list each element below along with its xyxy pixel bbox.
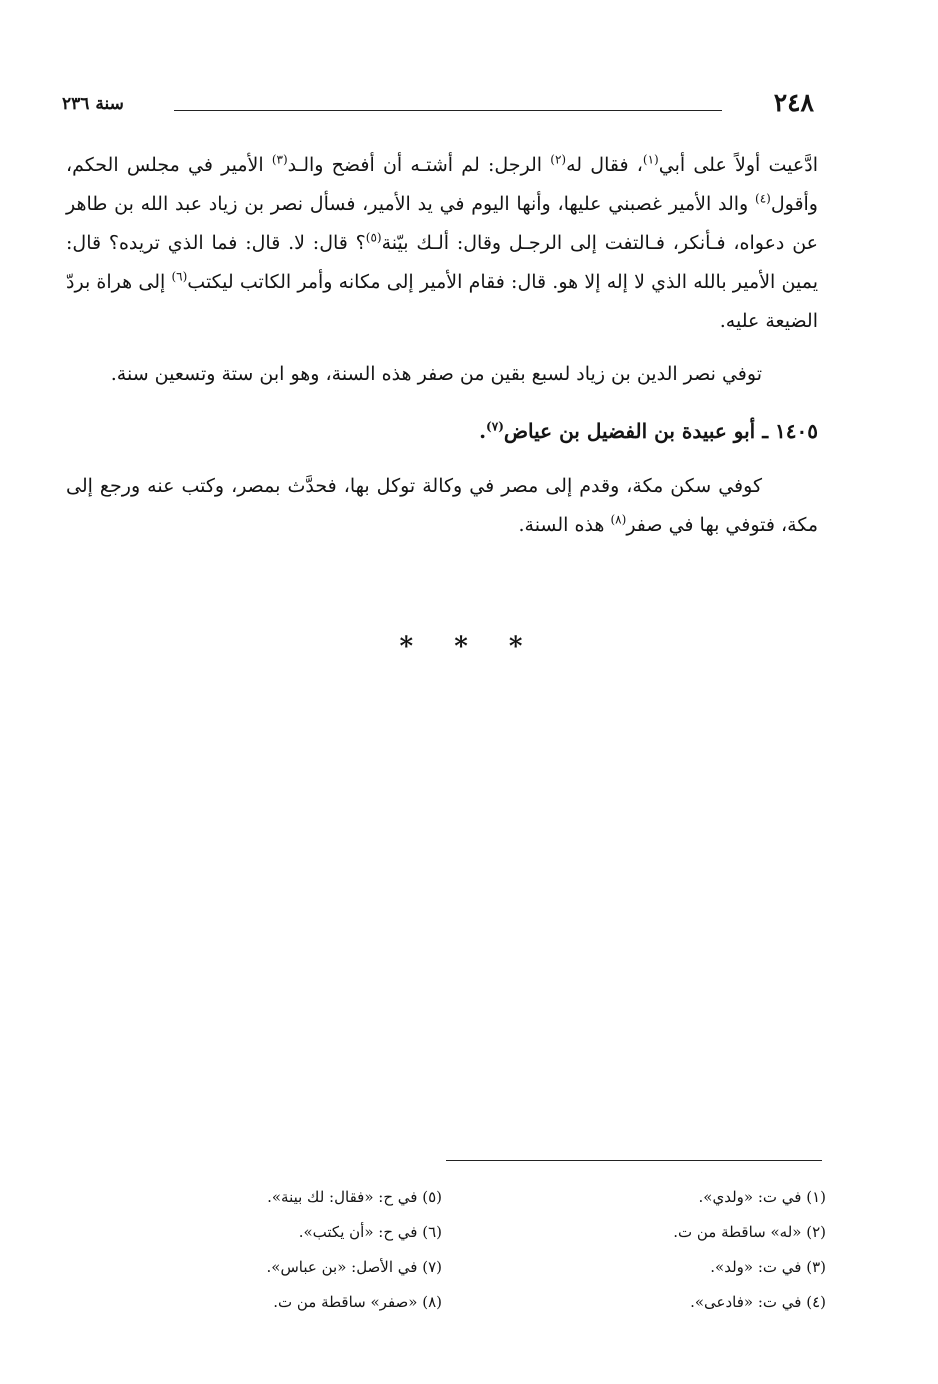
footnote-3: (٣) في ت: «ولد». <box>710 1258 826 1276</box>
footnote-ref-6: (٦) <box>171 269 188 284</box>
header-rule <box>174 110 722 111</box>
footnote-ref-4: (٤) <box>755 191 771 206</box>
footnote-ref-2: (٢) <box>550 152 567 167</box>
footnote-1: (١) في ت: «ولدي». <box>698 1188 826 1206</box>
footnote-ref-1: (١) <box>642 152 659 167</box>
entry-heading <box>66 412 818 451</box>
paragraph-1 <box>66 146 818 341</box>
main-text <box>66 146 818 545</box>
text-run: إلى هراة بردّ الضيعة عليه. <box>66 271 818 332</box>
footnote-7: (٧) في الأصل: «بن عباس». <box>266 1258 442 1276</box>
entry-title: ١٤٠٥ ـ أبو عبيدة بن الفضيل بن عياض <box>503 419 818 443</box>
paragraph-3 <box>66 467 818 545</box>
footnote-rule <box>446 1160 822 1161</box>
text-run: الرجل: لم أشتـه أن أفضح والـد <box>287 154 551 176</box>
footnote-ref-8: (٨) <box>610 512 627 527</box>
text-run: هذه السنة. <box>518 514 611 536</box>
footnotes-column-right <box>536 1180 826 1320</box>
text-run: والد الأمير غصبني عليها، وأنها اليوم في يد الأمير، فسأل نصر بن زياد عبد الله بن طاهر عن دعواه، فـأنكر، فـالتفت إلى الرجـل وقال: ألـك بيّنة <box>66 193 819 254</box>
text-run: ادَّعيت أولاً على أبي <box>658 154 818 176</box>
footnote-ref-3: (٣) <box>271 152 288 167</box>
footnote-2: (٢) «له» ساقطة من ت. <box>673 1223 826 1241</box>
text-run: . <box>479 419 487 443</box>
text-run: ، فقال له <box>566 154 643 176</box>
footnotes <box>236 1180 826 1320</box>
footnote-6: (٦) في ح: «أن يكتب». <box>298 1223 442 1241</box>
paragraph-2: توفي نصر الدين بن زياد لسبع بقين من صفر هذه السنة، وهو ابن ستة وتسعين سنة. <box>110 363 762 385</box>
text-run: ؟ قال: لا. قال: فما الذي تريده؟ قال: يمين الأمير بالله الذي لا إله إلا هو. قال: فقام الأمير إلى مكانه وأمر الكاتب ليكتب <box>66 232 818 293</box>
footnote-5: (٥) في ح: «فقال: لك بينة». <box>267 1188 442 1206</box>
footnote-4: (٤) في ت: «فادعى». <box>690 1293 826 1311</box>
running-title: سنة ٢٣٦ <box>62 94 124 114</box>
text-run: كوفي سكن مكة، وقدم إلى مصر في وكالة توكل بها، فحدَّث بمصر، وكتب عنه ورجع إلى مكة، فتوفي بها في صفر <box>66 475 818 536</box>
text-run: الأمير في مجلس الحكم، وأقول <box>66 154 818 215</box>
section-separator: * * * <box>399 632 539 662</box>
footnote-8: (٨) «صفر» ساقطة من ت. <box>273 1293 442 1311</box>
footnote-ref-5: (٥) <box>365 230 382 245</box>
page-header <box>62 88 816 122</box>
page-number: ٢٤٨ <box>773 88 814 117</box>
footnotes-column-left <box>232 1180 442 1320</box>
footnote-ref-7: (٧) <box>486 419 504 434</box>
